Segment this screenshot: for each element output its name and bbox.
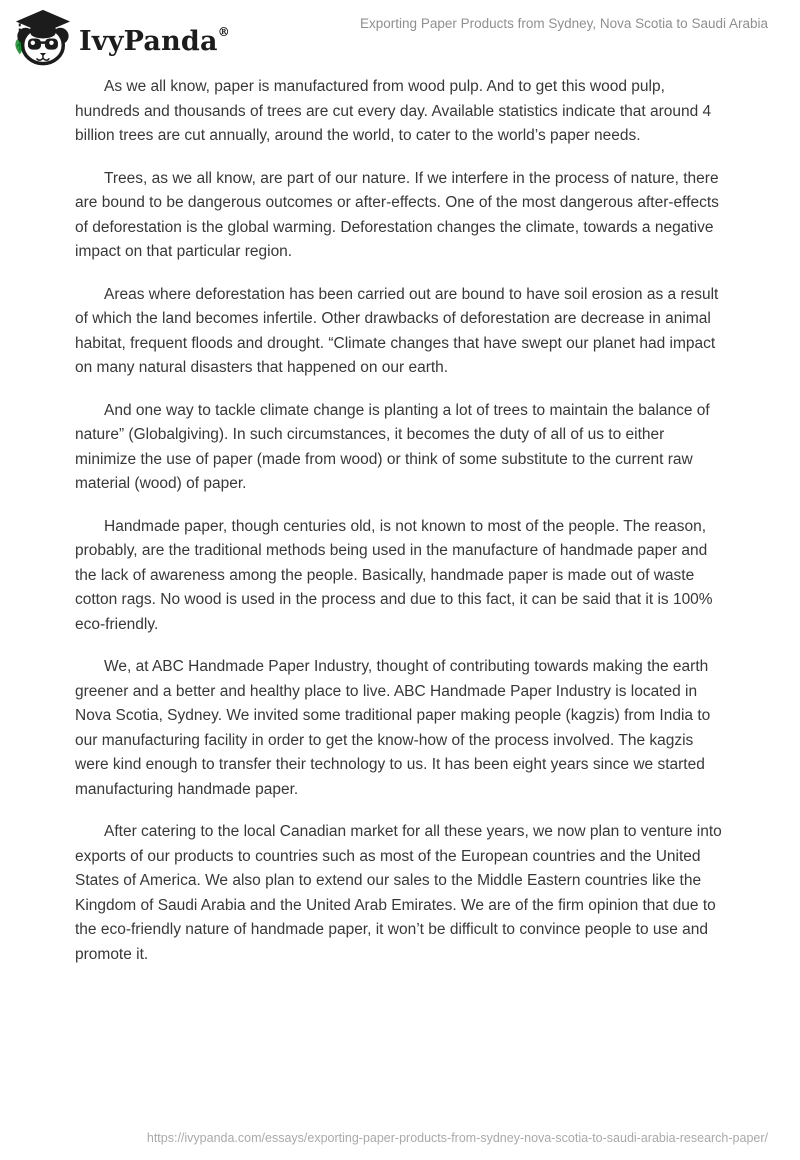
essay-paragraph: Areas where deforestation has been carried out are bound to have soil erosion as a result of which the land becomes infertile. Other drawbacks of deforestation are decrease in animal habitat, frequent floods and drought. “Climate changes that have swept our planet had impact on many natural disasters that happened on our earth.	[75, 285, 719, 376]
registered-trademark-mark: ®	[217, 25, 230, 39]
essay-paragraph: And one way to tackle climate change is planting a lot of trees to maintain the balance of nature” (Globalgiving). In such circumstances, it becomes the duty of all of us to either minimize the use of paper (made from wood) or think of some substitute to the current raw material (wood) of paper.	[75, 401, 710, 492]
page-header	[0, 0, 800, 62]
document-title: Exporting Paper Products from Sydney, Nova Scotia to Saudi Arabia	[360, 16, 768, 31]
source-url: https://ivypanda.com/essays/exporting-paper-products-from-sydney-nova-scotia-to-saudi-arabia-research-paper/	[146, 1131, 768, 1145]
panda-graduation-cap-icon	[12, 8, 72, 66]
brand	[12, 3, 230, 71]
essay-paragraph: After catering to the local Canadian market for all these years, we now plan to venture into exports of our products to countries such as most of the European countries and the United States of America. We also plan to extend our sales to the Middle Eastern countries like the Kingdom of Saudi Arabia and the United Arab Emirates. We are of the firm opinion that due to the eco-friendly nature of handmade paper, it won’t be difficult to convince people to use and promote it.	[75, 823, 722, 963]
brand-name: IvyPanda®	[79, 25, 230, 57]
essay-paragraph: We, at ABC Handmade Paper Industry, thought of contributing towards making the earth greener and a better and healthy place to live. ABC Handmade Paper Industry is located in Nova Scotia, Sydney. We invited some traditional paper making people (kagzis) from India to our manufacturing facility in order to get the know-how of the process involved. The kagzis were kind enough to transfer their technology to us. It has been eight years since we started manufacturing handmade paper.	[75, 658, 711, 798]
essay-paragraph: Handmade paper, though centuries old, is not known to most of the people. The reason, probably, are the traditional methods being used in the manufacture of handmade paper and the lack of awareness among the people. Basically, handmade paper is made out of waste cotton rags. No wood is used in the process and due to this fact, it can be said that it is 100% eco-friendly.	[75, 517, 713, 633]
essay-paragraph: Trees, as we all know, are part of our nature. If we interfere in the process of nature, there are bound to be dangerous outcomes or after-effects. One of the most dangerous after-effects of deforestation is the global warming. Deforestation changes the climate, towards a negative impact on that particular region.	[75, 169, 719, 260]
essay-paragraph: As we all know, paper is manufactured from wood pulp. And to get this wood pulp, hundreds and thousands of trees are cut every day. Available statistics indicate that around 4 billion trees are cut annually, around the world, to cater to the world’s paper needs.	[75, 78, 712, 144]
essay-body	[75, 75, 727, 967]
